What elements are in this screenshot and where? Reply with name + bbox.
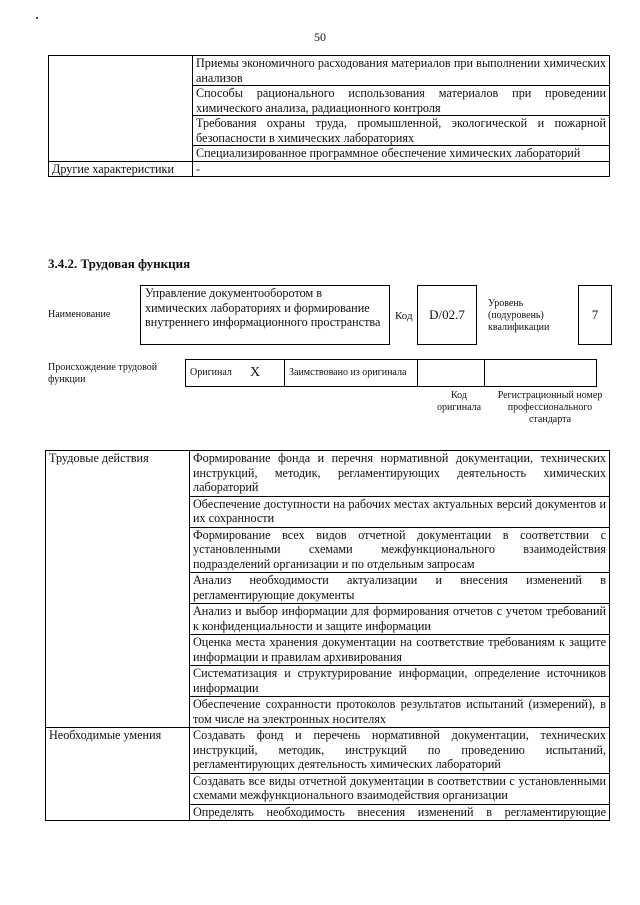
labor-actions-table — [45, 450, 610, 821]
borrowed-label: Заимствовано из оригинала — [285, 360, 418, 387]
action-item: Обеспечение сохранности протоколов результатов испытаний (измерений), в том числе на электронных носителях — [190, 697, 610, 728]
skill-item: Определять необходимость внесения изменений в регламентирующие — [190, 804, 610, 821]
skill-item: Создавать фонд и перечень нормативной документации, технических инструкций, методик, инструкций по проведению испытаний, регламентирующих деятельность химических лабораторий — [190, 728, 610, 774]
name-label: Наименование — [48, 309, 111, 320]
original-label: Оригинал — [186, 360, 247, 387]
knowledge-item: Способы рационального использования материалов при проведении химического анализа, радиационного контроля — [193, 86, 610, 116]
origin-code-cell — [418, 360, 485, 387]
original-mark: X — [246, 360, 285, 387]
level-value-box: 7 — [578, 285, 612, 345]
origin-label: Происхождение трудовой функции — [48, 362, 158, 385]
corner-mark — [36, 17, 38, 19]
knowledge-table-continuation — [48, 55, 610, 177]
action-item: Систематизация и структурирование информации, определение источников информации — [190, 666, 610, 697]
code-value-box: D/02.7 — [417, 285, 477, 345]
level-label: Уровень (подуровень) квалификации — [488, 298, 550, 333]
origin-reg-caption: Регистрационный номер профессионального стандарта — [497, 390, 603, 425]
code-label: Код — [395, 310, 413, 322]
function-name-box: Управление документооборотом в химических лабораториях и формирование внутреннего информационного пространства — [140, 285, 390, 345]
origin-reg-cell — [485, 360, 597, 387]
section-title: 3.4.2. Трудовая функция — [48, 256, 191, 271]
page-number: 50 — [314, 30, 326, 44]
skill-item: Создавать все виды отчетной документации в соответствии с установленными схемами межфункционального взаимодействия организации — [190, 773, 610, 804]
skills-label: Необходимые умения — [46, 728, 190, 821]
knowledge-item: Приемы экономичного расходования материалов при выполнении химических анализов — [193, 56, 610, 86]
action-item: Формирование всех видов отчетной документации в соответствии с установленными схемами межфункционального взаимодействия подразделений организации и по отдельным запросам — [190, 527, 610, 573]
action-item: Анализ и выбор информации для формирования отчетов с учетом требований к конфиденциальности и защите информации — [190, 604, 610, 635]
other-characteristics-label: Другие характеристики — [49, 161, 193, 177]
action-item: Оценка места хранения документации на соответствие требованиям к защите информации и правилам архивирования — [190, 635, 610, 666]
actions-label: Трудовые действия — [46, 451, 190, 728]
origin-code-caption: Код оригинала — [436, 390, 482, 413]
other-characteristics-value: - — [193, 161, 610, 177]
knowledge-item: Требования охраны труда, промышленной, экологической и пожарной безопасности в химических лабораториях — [193, 116, 610, 146]
origin-table — [185, 359, 597, 387]
knowledge-label-cell — [49, 56, 193, 162]
action-item: Анализ необходимости актуализации и внесения изменений в регламентирующие документы — [190, 573, 610, 604]
knowledge-item: Специализированное программное обеспечение химических лабораторий — [193, 146, 610, 162]
action-item: Обеспечение доступности на рабочих местах актуальных версий документов и их сохранности — [190, 496, 610, 527]
action-item: Формирование фонда и перечня нормативной документации, технических инструкций, методик, регламентирующих деятельность химических лабораторий — [190, 451, 610, 497]
